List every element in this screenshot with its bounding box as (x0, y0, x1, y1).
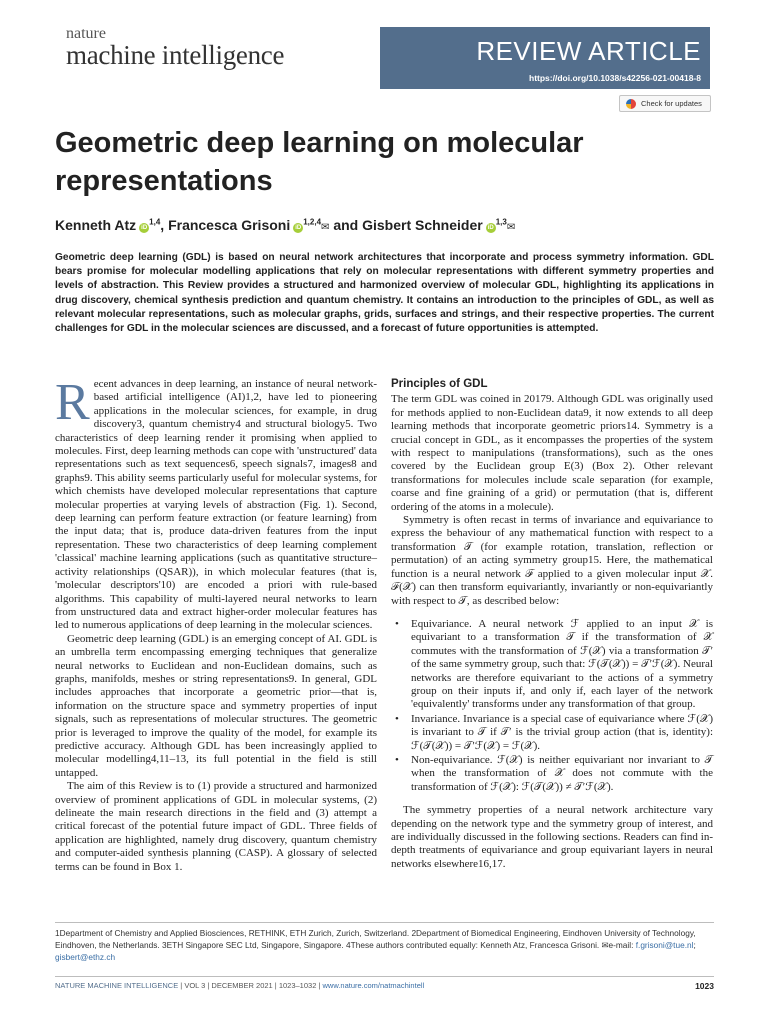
drop-cap: R (55, 374, 90, 431)
email-separator: ; (693, 940, 696, 950)
article-type: REVIEW ARTICLE (476, 36, 701, 66)
journal-name-line2: machine intelligence (66, 40, 285, 70)
page-number: 1023 (695, 981, 714, 991)
footer-divider (55, 976, 714, 977)
list-item: • Invariance. Invariance is a special case of equivariance where ℱ(𝒳) is invariant to 𝒯 if 𝒯′ is the trivial group action (that is, identity): ℱ(𝒯(𝒳)) = 𝒯′ℱ(𝒳) = ℱ(𝒳). (411, 713, 713, 753)
journal-logo (66, 26, 284, 69)
article-title: Geometric deep learning on molecular representations (55, 127, 584, 197)
author-affiliation: 1,4 (149, 217, 161, 227)
symmetry-definitions-list (391, 618, 713, 794)
email-link[interactable]: gisbert@ethz.ch (55, 952, 116, 962)
author-name[interactable]: Francesca Grisoni (168, 217, 291, 233)
footnote-divider (55, 922, 714, 923)
list-item: • Non-equivariance. ℱ(𝒳) is neither equivariant nor invariant to 𝒯 when the transformation of 𝒳 does not commute with the transformation of ℱ(𝒳): ℱ(𝒯(𝒳)) ≠ 𝒯′ℱ(𝒳). (411, 754, 713, 794)
orcid-icon[interactable]: iD (141, 225, 148, 231)
footnote-text: 1Department of Chemistry and Applied Biosciences, RETHINK, ETH Zurich, Zurich, Switzerland. 2Department of Biomedical Engineering, Eindhoven University of Technology, Eindhoven, the Netherlands. 3ETH Singapore SEC Ltd, Singapore, Singapore. 4These authors contributed equally: Kenneth Atz, Francesca Grisoni. ✉e-mail: (55, 928, 696, 950)
journal-url-link[interactable]: www.nature.com/natmachintell (322, 981, 425, 990)
abstract: Geometric deep learning (GDL) is based on neural network architectures that incorporate and process symmetry information. GDL bears promise for molecular modelling applications that rely on molecular representations with different symmetry properties and levels of abstraction. This Review provides a structured and harmonized overview of molecular GDL, highlighting its applications in drug discovery, chemical synthesis prediction and quantum chemistry. It contains an introduction to the principles of GDL, as well as relevant molecular representations, such as molecular graphs, grids, surfaces and strings, and their respective properties. The current challenges for GDL in the molecular sciences are discussed, and a forecast of future opportunities is attempted. (55, 252, 714, 335)
footer-journal: NATURE MACHINE INTELLIGENCE (55, 981, 179, 990)
orcid-icon[interactable]: iD (295, 225, 302, 231)
intro-paragraph-2: Geometric deep learning (GDL) is an emerging concept of AI. GDL is an umbrella term encompassing emerging techniques that generalize neural networks to Euclidean and non-Euclidean domains, such as graphs, manifolds, meshes or string representations9. In general, GDL includes approaches that incorporate a geometric prior—that is, information on the structure space and symmetry properties of input signals, such as representations of molecular structures. The geometric prior is leveraged to improve the quality of the model, for example its predictive accuracy. Although GDL has been increasingly applied to molecular modelling4,11–13, its full potential in the field is still untapped. (55, 632, 377, 779)
principles-paragraph-3: The symmetry properties of a neural network architecture vary depending on the network type and the symmetry group of interest, and are individually discussed in the following sections. Readers can find in-depth treatments of equivariance and group equivariant layers in neural networks elsewhere16,17. (391, 804, 713, 870)
check-for-updates-button[interactable] (619, 95, 711, 112)
crossmark-icon (626, 99, 636, 109)
author-affiliation: 1,3 (495, 217, 507, 227)
body-column-left (55, 374, 377, 874)
list-item: • Equivariance. A neural network ℱ applied to an input 𝒳 is equivariant to a transformation 𝒯 if the transformation of 𝒳 commutes with the transformation of ℱ(𝒳) via a transformation 𝒯′ of the same symmetry group, such that: ℱ(𝒯(𝒳)) = 𝒯′ℱ(𝒳). Neural networks are therefore equivariant to the actions of a symmetry group on their inputs if, and only if, each layer of the network 'equivalently' transforms under any transformation of that group. (411, 618, 713, 712)
principles-paragraph-1: The term GDL was coined in 20179. Although GDL was originally used for methods applied to non-Euclidean data9, it now extends to all deep learning methods that incorporate geometric priors14. Symmetry is a crucial concept in GDL, as it encompasses the properties of the system with respect to manipulations (transformations), such as the ones covered by the Euclidean group E(3) (Box 2). Other relevant transformations for molecules include scale separation (for example, coarse and fine graining of a grid) or permutation (that is, different ordering of the atoms in a molecule). (391, 393, 713, 513)
author-name[interactable]: Gisbert Schneider (362, 217, 483, 233)
email-link[interactable]: f.grisoni@tue.nl (635, 940, 694, 950)
footer-issue-info: | VOL 3 | DECEMBER 2021 | 1023–1032 | (178, 981, 323, 990)
doi-link[interactable]: https://doi.org/10.1038/s42256-021-00418-8 (529, 73, 701, 83)
author-affiliation: 1,2,4 (303, 217, 322, 227)
body-column-right (391, 378, 713, 871)
author-conjunction: and (333, 217, 359, 233)
affiliations-footnote (55, 927, 714, 963)
intro-paragraph-3: The aim of this Review is to (1) provide a structured and harmonized overview of prominent applications of GDL in molecular systems, (2) delineate the main research directions in the field and (3) attempt a critical forecast of the potential future impact of GDL. Three fields of application are highlighted, namely drug discovery, quantum chemistry and computer-aided synthesis planning (CASP). A glossary of selected terms can be found in Box 1. (55, 780, 377, 873)
section-heading: Principles of GDL (391, 378, 488, 390)
author-name[interactable]: Kenneth Atz (55, 217, 137, 233)
journal-name-line1: nature (66, 25, 106, 42)
page-footer (55, 981, 714, 990)
author-list: Kenneth Atz iD$^{1,4}$, Francesca Grisoni iD$^{1,2,4}$✉ and Gisbert Schneider iD$^{1,3}$✉ (55, 217, 516, 233)
mail-icon[interactable]: ✉ (321, 222, 330, 233)
intro-paragraph-1 (55, 374, 377, 633)
mail-icon[interactable]: ✉ (506, 222, 516, 233)
paragraph-text: ecent advances in deep learning, an instance of neural network-based artificial intelligence (AI)1,2, have led to pioneering applications in the molecular sciences, for example, in drug discovery3, quantum chemistry4 and structural biology5. Two characteristics of deep learning render it promising when applied to molecules. First, deep learning methods can cope with 'unstructured' data representations such as text sequences6, speech signals7, images8 and graphs9. This ability seems particularly useful for molecular systems, for which chemists have developed molecular representations that capture molecular properties at varying levels of abstraction (Fig. 1). Second, deep learning can perform feature extraction (or feature learning) from the input data; that is, produce data-driven features from the input representation. These two characteristics of deep learning complement 'classical' machine learning applications (such as quantitative structure–activity relationships (QSAR)), in which molecular features (that is, 'molecular descriptors'10) are encoded a priori with rule-based algorithms. This capability of multi-layered neural networks to learn from unstructured data and extract higher-order molecular features has led to numerous applications of deep learning in the molecular sciences. (55, 378, 377, 632)
article-type-banner (380, 27, 710, 89)
check-for-updates-label: Check for updates (641, 99, 702, 108)
principles-paragraph-2: Symmetry is often recast in terms of invariance and equivariance to express the behaviour of any mathematical function with respect to a transformation 𝒯 (for example rotation, translation, reflection or permutation) of an acting symmetry group15. Here, the mathematical function is a neural network ℱ applied to a given molecular input 𝒳. ℱ(𝒳) can then transform equivariantly, invariantly or non-equivariantly with respect to 𝒯, as described below: (391, 514, 713, 607)
orcid-icon[interactable]: iD (487, 225, 494, 231)
